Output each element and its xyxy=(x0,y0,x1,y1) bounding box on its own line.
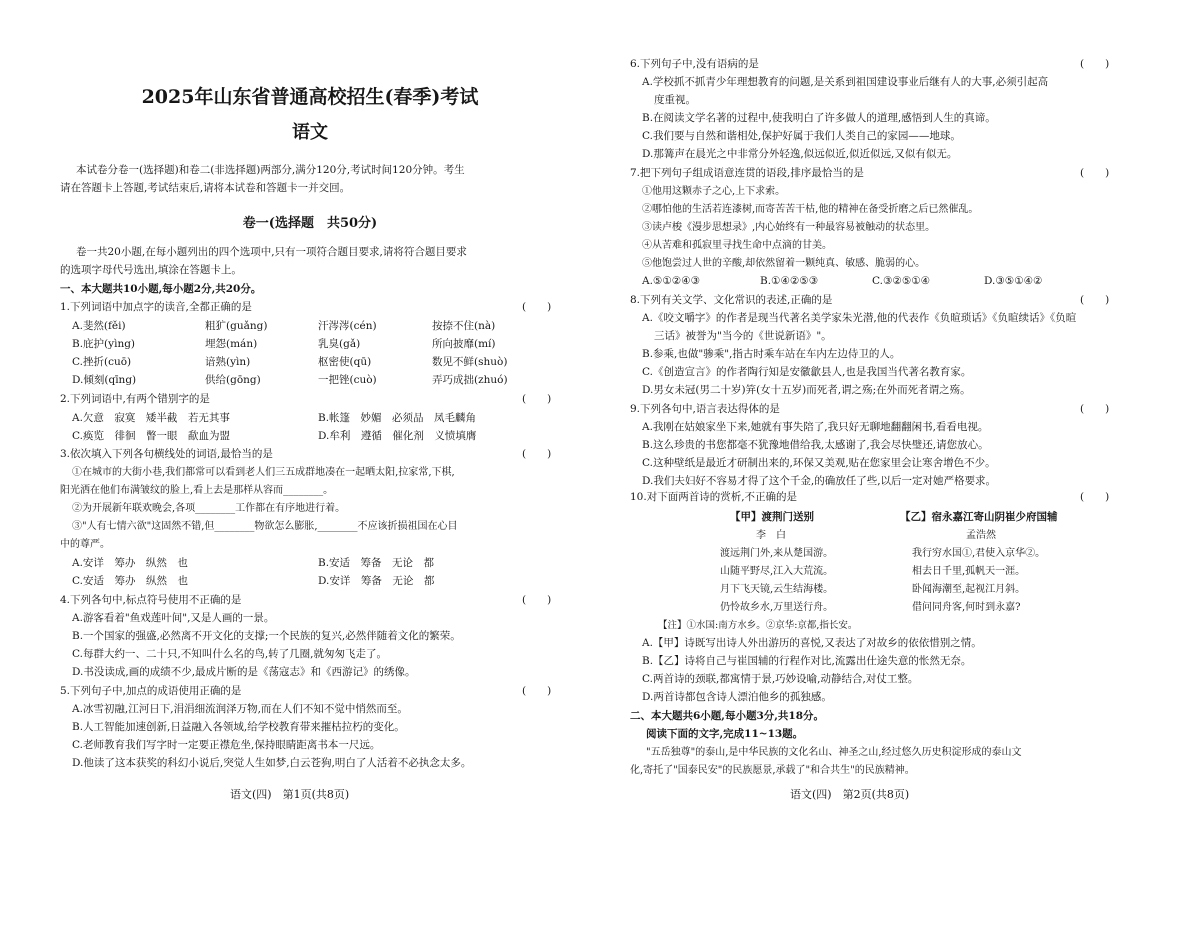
section2-heading: 二、本大题共6小题,每小题3分,共18分。 xyxy=(630,710,825,722)
q7-sentence-4: ④从苦难和孤寂里寻找生命中点滴的甘美。 xyxy=(642,240,832,251)
q3-sentence-1a: ①在城市的大街小巷,我们都常可以看到老人们三五成群地凑在一起晒太阳,拉家常,下棋, xyxy=(72,467,455,478)
q3-option-d: D.安详 筹备 无论 都 xyxy=(318,575,435,587)
q8-stem: 8.下列有关文学、文化常识的表述,正确的是 xyxy=(630,294,833,306)
q2-option-c: C.痪览 徘徊 瞥一眼 歃血为盟 xyxy=(72,430,230,442)
q4-option-c: C.每群大约一、二十只,不知叫什么名的鸟,转了几圈,就匆匆飞走了。 xyxy=(72,648,388,660)
q3-option-a: A.安详 筹办 纵然 也 xyxy=(72,557,188,569)
poem-1-line-3: 月下飞天镜,云生结海楼。 xyxy=(720,584,834,595)
reading-intro: 阅读下面的文字,完成11~13题。 xyxy=(646,728,804,740)
q9-option-a: A.我刚在姑娘家坐下来,她就有事失陪了,我只好无聊地翻翻闲书,看看电视。 xyxy=(642,421,989,433)
reading-text-1: "五岳独尊"的泰山,是中华民族的文化名山、神圣之山,经过悠久历史积淀形成的泰山文 xyxy=(646,747,1022,758)
q6-option-c: C.我们要与自然和谐相处,保护好属于我们人类自己的家园——地球。 xyxy=(642,130,961,142)
q1-stem: 1.下列词语中加点字的读音,全都正确的是 xyxy=(60,301,252,313)
q4-answer-bracket: ( ) xyxy=(522,594,552,606)
q10-stem: 10.对下面两首诗的赏析,不正确的是 xyxy=(630,491,798,503)
q9-option-b: B.这么珍贵的书您都毫不犹豫地借给我,太感谢了,我会尽快璧还,请您放心。 xyxy=(642,439,989,451)
volume1-title: 卷一(选择题 共50分) xyxy=(242,216,378,231)
q4-option-b: B.一个国家的强盛,必然离不开文化的支撑;一个民族的复兴,必然伴随着文化的繁荣。 xyxy=(72,630,461,642)
q6-option-d: D.那篝声在晨光之中非常分外轻逸,似远似近,似近似远,又似有似无。 xyxy=(642,148,958,160)
q2-option-d: D.牟利 遵循 催化剂 义愤填膺 xyxy=(318,430,477,442)
q8-option-a1: A.《咬文嚼字》的作者是现当代著名美学家朱光潜,他的代表作《负暄琐话》《负暄续话》《负暄 xyxy=(642,312,1077,324)
intro-line-1: 本试卷分卷一(选择题)和卷二(非选择题)两部分,满分120分,考试时间120分钟。考生 xyxy=(76,164,465,176)
poem-2-title: 【乙】宿永嘉江寄山阴崔少府国辅 xyxy=(900,511,1058,523)
q6-option-b: B.在阅读文学名著的过程中,使我明白了许多做人的道理,感悟到人生的真谛。 xyxy=(642,112,996,124)
q5-option-c: C.老师教育我们写字时一定要正襟危坐,保持眼睛距离书本一尺远。 xyxy=(72,739,381,751)
q1-answer-bracket: ( ) xyxy=(522,301,552,313)
q7-option-c: C.③②⑤①④ xyxy=(872,275,931,287)
q10-option-b: B.【乙】诗将自己与崔国辅的行程作对比,流露出仕途失意的怅然无奈。 xyxy=(642,655,972,667)
q4-option-d: D.书没读成,画的成绩不少,最成片断的是《荡寇志》和《西游记》的绣像。 xyxy=(72,666,416,678)
poem-1-title: 【甲】渡荆门送别 xyxy=(730,511,814,523)
q10-option-d: D.两首诗都包含诗人漂泊他乡的孤独感。 xyxy=(642,691,832,703)
q9-stem: 9.下列各句中,语言表达得体的是 xyxy=(630,403,780,415)
reading-text-2: 化,寄托了"国泰民安"的民族愿景,承载了"和合共生"的民族精神。 xyxy=(630,765,915,776)
q8-option-c: C.《创造宣言》的作者陶行知是安徽歙县人,也是我国当代著名教育家。 xyxy=(642,366,972,378)
q3-option-b: B.安适 筹备 无论 都 xyxy=(318,557,435,569)
q7-option-b: B.①④②⑤③ xyxy=(760,275,819,287)
q8-option-b: B.参乘,也做"骖乘",指古时乘车站在车内左边侍卫的人。 xyxy=(642,348,901,360)
poem-1-author: 李 白 xyxy=(756,530,786,541)
q4-stem: 4.下列各句中,标点符号使用不正确的是 xyxy=(60,594,242,606)
poem-1-line-4: 仍怜故乡水,万里送行舟。 xyxy=(720,602,834,613)
q2-option-a: A.欠意 寂寞 矮半截 若无其事 xyxy=(72,412,230,424)
volume1-desc-2: 的选项字母代号选出,填涂在答题卡上。 xyxy=(60,264,242,276)
q7-sentence-1: ①他用这颗赤子之心,上下求索。 xyxy=(642,186,786,197)
q5-option-d: D.他读了这本获奖的科幻小说后,突觉人生如梦,白云苍狗,明白了人活着不必执念太多。 xyxy=(72,757,472,769)
q9-answer-bracket: ( ) xyxy=(1080,403,1110,415)
q3-sentence-1b: 阳光洒在他们布满皱纹的脸上,看上去是那样从容而________。 xyxy=(60,485,334,496)
q3-sentence-3b: 中的尊严。 xyxy=(60,539,110,550)
q5-answer-bracket: ( ) xyxy=(522,685,552,697)
exam-title: 2025年山东省普通高校招生(春季)考试 xyxy=(141,86,479,108)
section1-heading: 一、本大题共10小题,每小题2分,共20分。 xyxy=(60,283,262,295)
q4-option-a: A.游客看着"鱼戏莲叶间",又是人画的一景。 xyxy=(72,612,275,624)
q5-stem: 5.下列句子中,加点的成语使用正确的是 xyxy=(60,685,242,697)
intro-line-2: 请在答题卡上答题,考试结束后,请将本试卷和答题卡一并交回。 xyxy=(60,182,351,194)
q2-answer-bracket: ( ) xyxy=(522,393,552,405)
poem-1-line-1: 渡远荆门外,来从楚国游。 xyxy=(720,548,834,559)
q3-answer-bracket: ( ) xyxy=(522,448,552,460)
subject-title: 语文 xyxy=(292,122,328,143)
q7-sentence-5: ⑤他饱尝过人世的辛酸,却依然留着一颗纯真、敏感、脆弱的心。 xyxy=(642,258,926,269)
q5-option-b: B.人工智能加速创新,日益融入各领域,给学校教育带来摧枯拉朽的变化。 xyxy=(72,721,405,733)
q8-option-d: D.男女未冠(男二十岁)笄(女十五岁)而死者,谓之殇;在外而死者谓之殇。 xyxy=(642,384,971,396)
q10-option-a: A.【甲】诗既写出诗人外出游历的喜悦,又表达了对故乡的依依惜别之情。 xyxy=(642,637,982,649)
poem-2-line-4: 借问同舟客,何时到永嘉? xyxy=(912,602,1021,613)
q8-option-a2: 三话》被誉为"当今的《世说新语》"。 xyxy=(654,330,832,342)
q3-sentence-3a: ③"人有七情六欲"这固然不错,但________物欲怎么膨胀,________不应该折损祖国在心目 xyxy=(72,521,458,532)
page-footer-2: 语文(四) 第2页(共8页) xyxy=(790,788,910,801)
poem-2-author: 孟浩然 xyxy=(966,530,996,541)
poem-note: 【注】①水国:南方水乡。②京华:京都,指长安。 xyxy=(658,620,858,631)
q6-answer-bracket: ( ) xyxy=(1080,58,1110,70)
q7-sentence-2: ②哪怕他的生活若连漆树,而寄苦苦干枯,他的精神在备受折磨之后已然催乱。 xyxy=(642,204,979,215)
page-footer-1: 语文(四) 第1页(共8页) xyxy=(230,788,350,801)
poem-1-line-2: 山随平野尽,江入大荒流。 xyxy=(720,566,834,577)
volume1-desc-1: 卷一共20小题,在每小题列出的四个选项中,只有一项符合题目要求,请将符合题目要求 xyxy=(76,246,467,258)
q6-stem: 6.下列句子中,没有语病的是 xyxy=(630,58,759,70)
q2-stem: 2.下列词语中,有两个错别字的是 xyxy=(60,393,210,405)
q8-answer-bracket: ( ) xyxy=(1080,294,1110,306)
q3-sentence-2: ②为开展新年联欢晚会,各项________工作都在有序地进行着。 xyxy=(72,503,346,514)
poem-2-line-3: 卧闻海潮至,起视江月斜。 xyxy=(912,584,1026,595)
q10-answer-bracket: ( ) xyxy=(1080,491,1110,503)
poem-2-line-2: 相去日千里,孤帆天一涯。 xyxy=(912,566,1026,577)
q3-option-c: C.安适 筹办 纵然 也 xyxy=(72,575,188,587)
q10-option-c: C.两首诗的颈联,都寓情于景,巧妙设喻,动静结合,对仗工整。 xyxy=(642,673,919,685)
q6-option-a1: A.学校抓不抓青少年理想教育的问题,是关系到祖国建设事业后继有人的大事,必须引起高 xyxy=(642,76,1049,88)
q2-option-b: B.帐篷 妙媚 必须品 凤毛麟角 xyxy=(318,412,477,424)
q5-option-a: A.冰雪初融,江河日下,涓涓细流润泽万物,而在人们不知不觉中悄然而至。 xyxy=(72,703,408,715)
q7-answer-bracket: ( ) xyxy=(1080,167,1110,179)
q7-option-d: D.③⑤①④② xyxy=(984,275,1043,287)
q9-option-d: D.我们夫妇好不容易才得了这个千金,的确放任了些,以后一定对她严格要求。 xyxy=(642,475,997,487)
q7-sentence-3: ③读卢梭《漫步思想录》,内心始终有一种最容易被触动的状态里。 xyxy=(642,222,936,233)
q6-option-a2: 度重视。 xyxy=(654,94,696,106)
q3-stem: 3.依次填入下列各句横线处的词语,最恰当的是 xyxy=(60,448,273,460)
q7-stem: 7.把下列句子组成语意连贯的语段,排序最恰当的是 xyxy=(630,167,864,179)
q9-option-c: C.这种壁纸是最近才研制出来的,环保又美观,贴在您家里会让寒舍增色不少。 xyxy=(642,457,996,469)
poem-2-line-1: 我行穷水国①,君使入京华②。 xyxy=(912,548,1046,559)
q7-option-a: A.⑤①②④③ xyxy=(642,275,700,287)
